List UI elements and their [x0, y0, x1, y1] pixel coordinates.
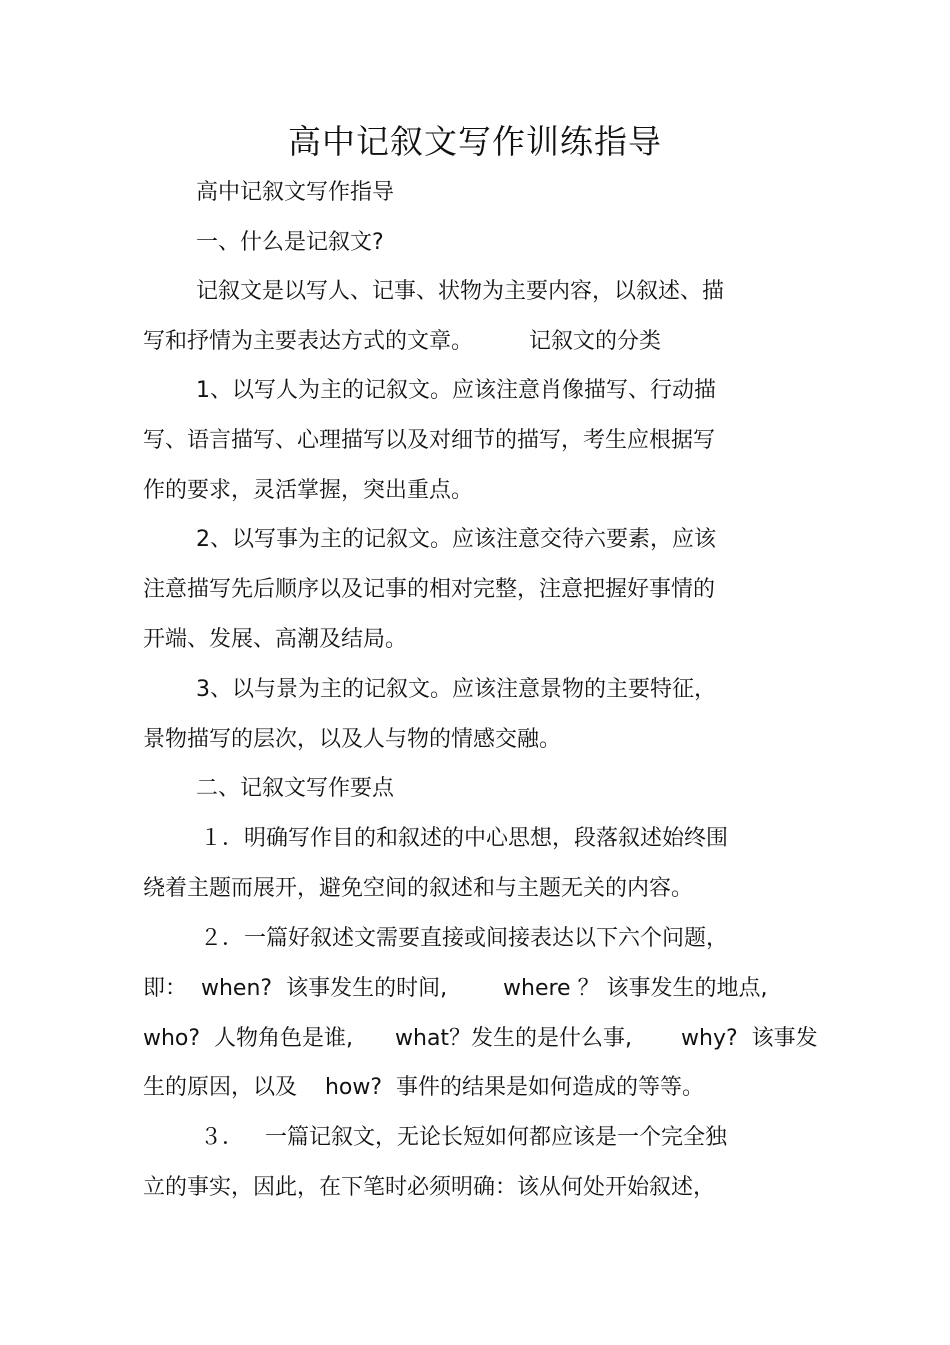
paragraph-line: 绕着主题而展开，避免空间的叙述和与主题无关的内容。 — [143, 876, 694, 901]
document-title: 高中记叙文写作训练指导 — [288, 122, 662, 161]
paragraph-line: 写和抒情为主要表达方式的文章。 记叙文的分类 — [143, 329, 661, 354]
subtitle-line: 高中记叙文写作指导 — [196, 180, 395, 205]
paragraph-line: 1、以写人为主的记叙文。应该注意肖像描写、行动描 — [196, 378, 716, 403]
paragraph-line: 写、语言描写、心理描写以及对细节的描写，考生应根据写 — [143, 428, 716, 453]
paragraph-line: 记叙文是以写人、记事、状物为主要内容，以叙述、描 — [196, 279, 725, 304]
paragraph-line: 立的事实，因此，在下笔时必须明确：该从何处开始叙述， — [143, 1175, 716, 1200]
paragraph-line: １．明确写作目的和叙述的中心思想，段落叙述始终围 — [200, 826, 729, 851]
paragraph-line: 3、以与景为主的记叙文。应该注意景物的主要特征， — [196, 677, 716, 702]
section-heading-1: 一、什么是记叙文? — [196, 230, 384, 255]
paragraph-line: ３． 一篇记叙文，无论长短如何都应该是一个完全独 — [200, 1125, 727, 1150]
paragraph-line: ２．一篇好叙述文需要直接或间接表达以下六个问题， — [200, 926, 729, 951]
paragraph-line: 开端、发展、高潮及结局。 — [143, 627, 408, 652]
paragraph-line: 注意描写先后顺序以及记事的相对完整，注意把握好事情的 — [143, 577, 716, 602]
paragraph-line: who? 人物角色是谁, what？发生的是什么事, why? 该事发 — [143, 1026, 818, 1051]
paragraph-line: 景物描写的层次，以及人与物的情感交融。 — [143, 727, 562, 752]
paragraph-line: 2、以写事为主的记叙文。应该注意交待六要素，应该 — [196, 527, 716, 552]
section-heading-2: 二、记叙文写作要点 — [196, 776, 395, 801]
paragraph-line: 作的要求，灵活掌握，突出重点。 — [143, 478, 474, 503]
paragraph-line: 生的原因，以及 how? 事件的结果是如何造成的等等。 — [143, 1075, 705, 1100]
paragraph-line: 即： when? 该事发生的时间, where ？ 该事发生的地点, — [143, 976, 768, 1001]
